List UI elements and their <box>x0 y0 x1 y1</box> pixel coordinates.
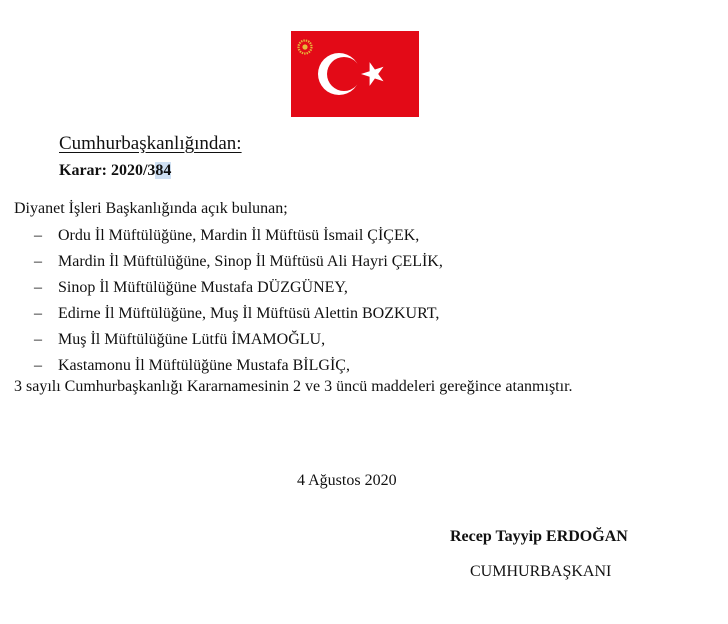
list-dash: – <box>34 253 42 270</box>
list-item-text: Mardin İl Müftülüğüne, Sinop İl Müftüsü Ali Hayri ÇELİK, <box>58 253 443 270</box>
list-dash: – <box>34 227 42 244</box>
decision-number-prefix: Karar: 2020/3 <box>59 162 156 179</box>
intro-text: Diyanet İşleri Başkanlığında açık bulunan; <box>14 200 288 217</box>
crescent-inner <box>327 57 361 91</box>
list-item-text: Sinop İl Müftülüğüne Mustafa DÜZGÜNEY, <box>58 279 348 296</box>
page-heading: Cumhurbaşkanlığından: <box>59 133 242 154</box>
document-date: 4 Ağustos 2020 <box>297 472 397 489</box>
closing-text: 3 sayılı Cumhurbaşkanlığı Kararnamesinin 2 ve 3 üncü maddeleri gereğince atanmıştır. <box>14 378 573 395</box>
list-item <box>34 304 443 330</box>
list-item <box>34 226 443 252</box>
list-dash: – <box>34 357 42 374</box>
decision-number <box>59 162 171 180</box>
list-item <box>34 278 443 304</box>
list-item <box>34 252 443 278</box>
list-dash: – <box>34 331 42 348</box>
signer-title: CUMHURBAŞKANI <box>470 563 612 580</box>
decision-number-selected: 84 <box>155 162 172 179</box>
signer-name: Recep Tayyip ERDOĞAN <box>450 528 628 545</box>
list-item <box>34 330 443 356</box>
list-item-text: Edirne İl Müftülüğüne, Muş İl Müftüsü Alettin BOZKURT, <box>58 305 440 322</box>
list-item-text: Ordu İl Müftülüğüne, Mardin İl Müftüsü İsmail ÇİÇEK, <box>58 227 420 244</box>
list-item-text: Muş İl Müftülüğüne Lütfü İMAMOĞLU, <box>58 331 326 348</box>
list-dash: – <box>34 305 42 322</box>
list-dash: – <box>34 279 42 296</box>
appointment-list <box>34 226 443 382</box>
turkish-flag-icon <box>291 31 419 117</box>
list-item-text: Kastamonu İl Müftülüğüne Mustafa BİLGİÇ, <box>58 357 350 374</box>
